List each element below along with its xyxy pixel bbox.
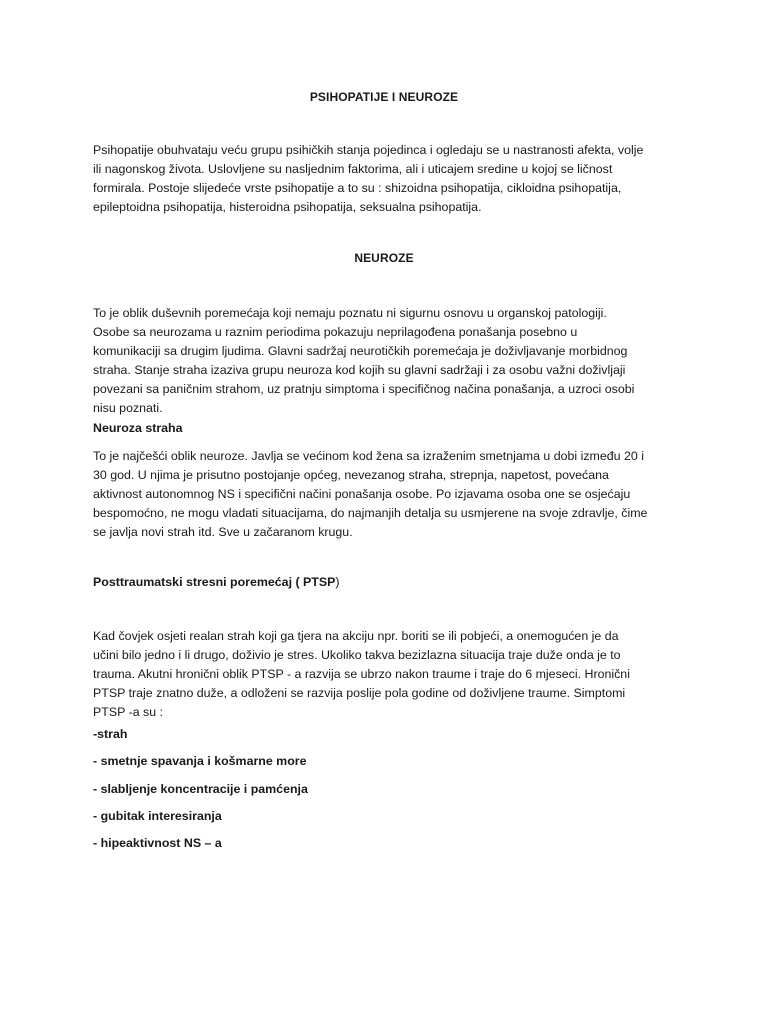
paragraph-line: formirala. Postoje slijedeće vrste psihopatije a to su : shizoidna psihopatija, cikloidna psihopatija, xyxy=(93,181,622,195)
paragraph-line: To je najčešći oblik neuroze. Javlja se većinom kod žena sa izraženim smetnjama u dobi između 20 i xyxy=(93,449,644,463)
intro-paragraph xyxy=(93,141,683,217)
document-title: PSIHOPATIJE I NEUROZE xyxy=(309,90,459,104)
paragraph-line: straha. Stanje straha izaziva grupu neuroza kod kojih su glavni sadržaji i za osobu važni doživljaji xyxy=(93,363,626,377)
neuroza-straha-paragraph xyxy=(93,447,683,542)
paragraph-line: PTSP traje znatno duže, a odloženi se razvija poslije pola godine od doživljene traume. Simptomi xyxy=(93,686,626,700)
symptom-list-item: - slabljenje koncentracije i pamćenja xyxy=(93,782,308,796)
paragraph-line: Kad čovjek osjeti realan strah koji ga tjera na akciju npr. boriti se ili pobjeći, a onemogućen je da xyxy=(93,629,619,643)
ptsp-heading-paren: ) xyxy=(335,575,340,589)
paragraph-line: komunikaciji sa drugim ljudima. Glavni sadržaj neurotičkih poremećaja je doživljavanje morbidnog xyxy=(93,344,628,358)
section-heading-neuroze: NEUROZE xyxy=(354,251,414,265)
paragraph-line: učini bilo jedno i li drugo, doživio je stres. Ukoliko takva bezizlazna situacija traje duže onda je to xyxy=(93,648,621,662)
paragraph-line: aktivnost autonomnog NS i specifični načini ponašanja osobe. Po izjavama osoba one se osjećaju xyxy=(93,487,631,501)
paragraph-line: se javlja novi strah itd. Sve u začaranom krugu. xyxy=(93,525,353,539)
paragraph-line: ili nagonskog života. Uslovljene su nasljednim faktorima, ali i uticajem sredine u kojoj se ličnost xyxy=(93,162,613,176)
symptom-list-item: - gubitak interesiranja xyxy=(93,809,222,823)
paragraph-line: bespomoćno, ne mogu vladati situacijama, do najmanjih detalja su usmjerene na svoje zdravlje, čime xyxy=(93,506,648,520)
paragraph-line: povezani sa paničnim strahom, uz pratnju simptoma i specifičnog načina ponašanja, a uzroci osobi xyxy=(93,382,635,396)
paragraph-line: epileptoidna psihopatija, histeroidna psihopatija, seksualna psihopatija. xyxy=(93,200,482,214)
symptom-list-item: -strah xyxy=(93,727,128,741)
paragraph-line: nisu poznati. xyxy=(93,401,163,415)
symptom-list-item: - hipeaktivnost NS – a xyxy=(93,836,222,850)
ptsp-paragraph xyxy=(93,627,683,722)
paragraph-line: Osobe sa neurozama u raznim periodima pokazuju neprilagođena ponašanja posebno u xyxy=(93,325,578,339)
paragraph-line: PTSP -a su : xyxy=(93,705,164,719)
section-heading-ptsp xyxy=(93,575,340,589)
symptom-list-item: - smetnje spavanja i košmarne more xyxy=(93,754,307,768)
ptsp-heading-text: Posttraumatski stresni poremećaj ( PTSP xyxy=(93,575,336,589)
paragraph-line: 30 god. U njima je prisutno postojanje općeg, nevezanog straha, strepnja, napetost, povećana xyxy=(93,468,609,482)
neuroze-paragraph xyxy=(93,304,683,418)
paragraph-line: trauma. Akutni hronični oblik PTSP - a razvija se ubrzo nakon traume i traje do 6 mjeseci. Hronični xyxy=(93,667,630,681)
section-heading-neuroza-straha: Neuroza straha xyxy=(93,421,183,435)
paragraph-line: Psihopatije obuhvataju veću grupu psihičkih stanja pojedinca i ogledaju se u nastranosti afekta, volje xyxy=(93,143,644,157)
paragraph-line: To je oblik duševnih poremećaja koji nemaju poznatu ni sigurnu osnovu u organskoj patologiji. xyxy=(93,306,607,320)
